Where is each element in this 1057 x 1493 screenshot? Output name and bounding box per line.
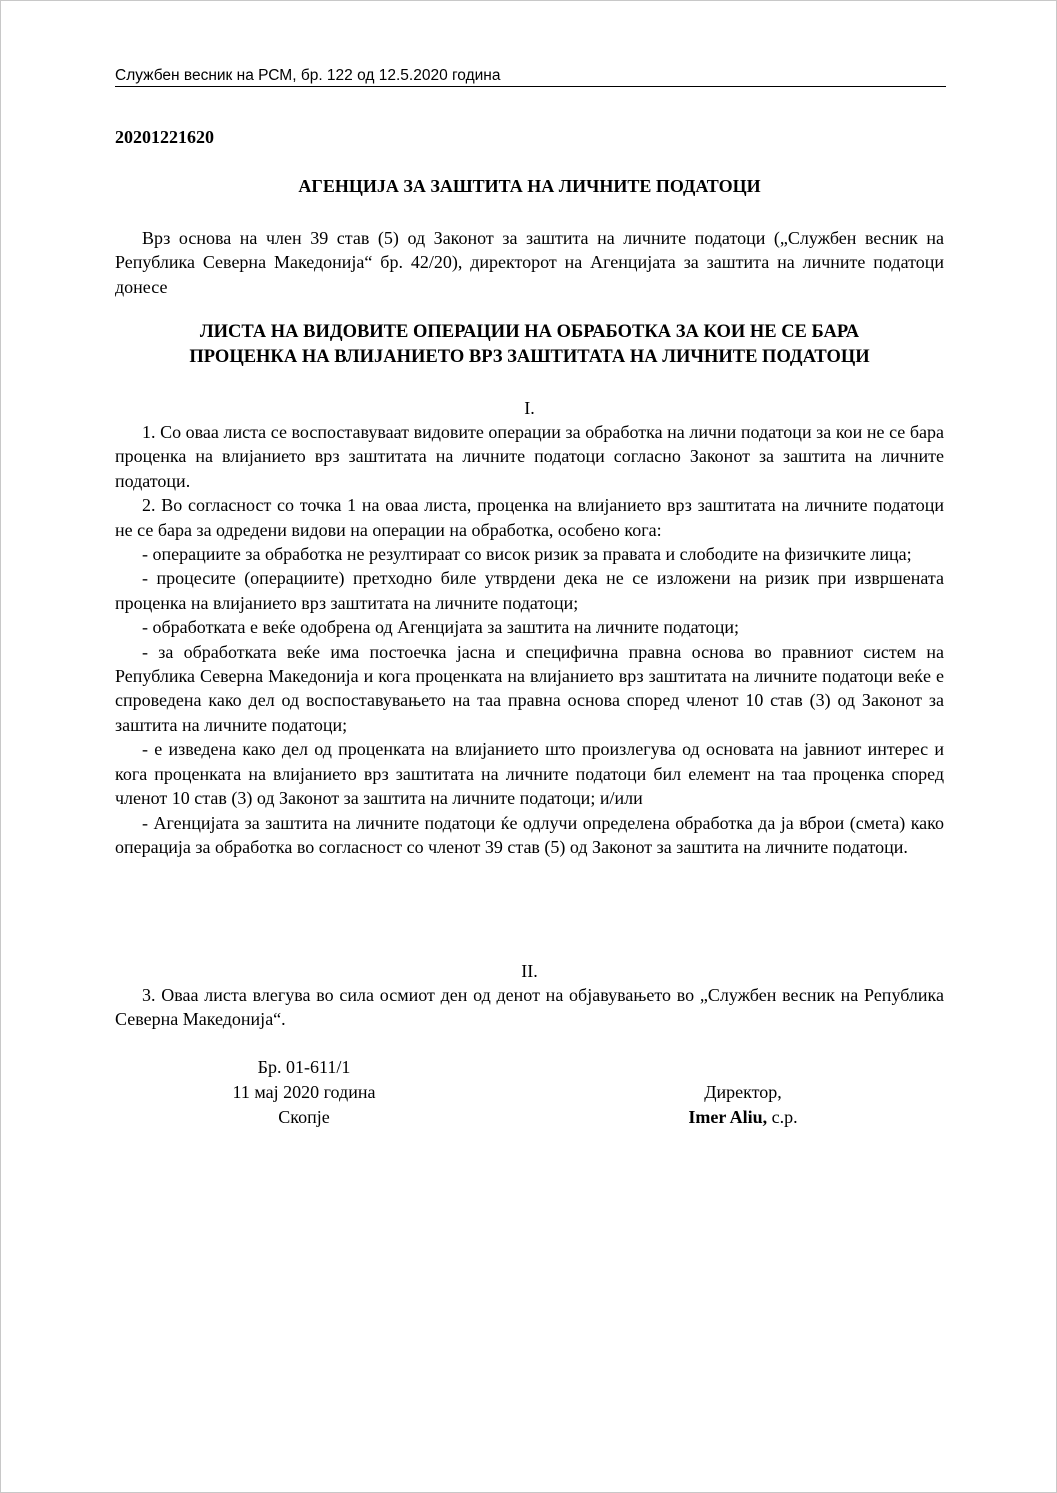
gazette-header: Службен весник на РСМ, бр. 122 од 12.5.2020 година xyxy=(115,66,946,87)
signatory-name: Imer Aliu, xyxy=(688,1107,768,1127)
intro-paragraph: Врз основа на член 39 став (5) од Законот за заштита на личните податоци („Службен весник на Република Северна Македонија“ бр. 42/20), директорот на Агенцијата за заштита на личните податоци донесе xyxy=(115,228,944,297)
document-title xyxy=(115,320,944,370)
section-2-body xyxy=(115,983,944,1032)
paragraph-2: 2. Во согласност со точка 1 на оваа листа, проценка на влијанието врз заштитата на личните податоци не се бара за одредени видови на операции на обработка, особено кога: xyxy=(115,495,944,540)
bullet-item-1: - операциите за обработка не резултираат со висок ризик за правата и слободите на физичките лица; xyxy=(142,544,912,565)
title-line-2: ПРОЦЕНКА НА ВЛИЈАНИЕТО ВРЗ ЗАШТИТАТА НА ЛИЧНИТЕ ПОДАТОЦИ xyxy=(189,347,870,367)
paragraph-3: 3. Оваа листа влегува во сила осмиот ден од денот на објавувањето во „Службен весник на Република Северна Македонија“. xyxy=(115,985,944,1030)
intro-section xyxy=(115,226,944,299)
section-2-heading: II. xyxy=(521,961,538,981)
agency-heading: АГЕНЦИЈА ЗА ЗАШТИТА НА ЛИЧНИТЕ ПОДАТОЦИ xyxy=(298,176,761,196)
bullet-item-4: - за обработката веќе има постоечка јасна и специфична правна основа во правниот систем на Република Северна Македонија и кога проценката на влијанието врз заштитата на личните податоци веќе е спроведена како дел од воспоставувањето на таа правна основа според членот 10 став (3) од Законот за заштита на личните податоци; xyxy=(115,641,944,735)
bullet-item-6: - Агенцијата за заштита на личните податоци ќе одлучи определена обработка да ја вброи (смета) како операција за обработка во согласност со членот 39 став (5) од Законот за заштита на личните податоци. xyxy=(115,812,944,857)
paragraph-1: 1. Со оваа листа се воспоставуваат видовите операции за обработка на лични податоци за кои не се бара проценка на влијанието врз заштитата на личните податоци согласно Законот за заштита на личните податоци. xyxy=(115,422,944,491)
bullet-item-3: - обработката е веќе одобрена од Агенцијата за заштита на личните податоци; xyxy=(142,617,740,638)
signatory-suffix: с.р. xyxy=(767,1107,798,1127)
reference-number: Бр. 01-611/1 xyxy=(257,1057,351,1077)
section-1-heading: I. xyxy=(524,398,535,418)
signature-date: 11 мај 2020 година xyxy=(232,1082,376,1102)
bullet-item-2: - процесите (операциите) претходно биле утврдени дека не се изложени на ризик при извршената проценка на влијанието врз заштитата на личните податоци; xyxy=(115,568,944,613)
signature-place: Скопје xyxy=(278,1107,330,1127)
bullet-item-5: - е изведена како дел од проценката на влијанието што произлегува од основата на јавниот интерес и кога проценката на влијанието врз заштитата на личните податоци бил елемент на таа проценка според членот 10 став (3) од Законот за заштита на личните податоци; и/или xyxy=(115,739,944,809)
signature-left-block xyxy=(225,1055,383,1130)
title-line-1: ЛИСТА НА ВИДОВИТЕ ОПЕРАЦИИ НА ОБРАБОТКА ЗА КОИ НЕ СЕ БАРА xyxy=(199,322,860,342)
signatory-line xyxy=(660,1105,826,1130)
signature-right-block xyxy=(660,1080,826,1130)
section-1-body xyxy=(115,420,944,859)
document-number: 20201221620 xyxy=(115,127,214,147)
signatory-role: Директор, xyxy=(704,1082,782,1102)
